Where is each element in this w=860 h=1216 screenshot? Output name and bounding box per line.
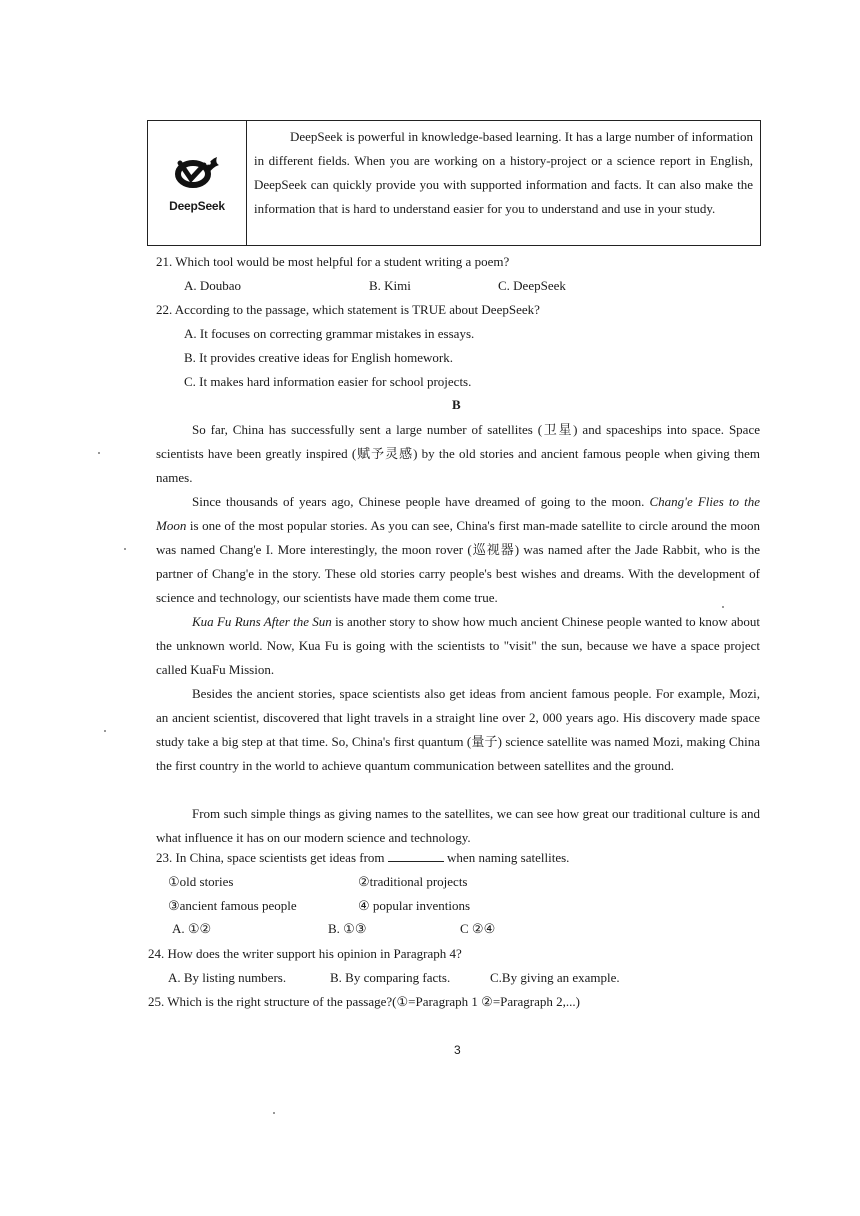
q22-option-a: A. It focuses on correcting grammar mistakes in essays. <box>184 326 475 341</box>
deepseek-logo-label: DeepSeek <box>169 199 225 213</box>
passage-paragraph-4: Besides the ancient stories, space scientists also get ideas from ancient famous people. For example, Mozi, an ancient scientist, discovered that light travels in a straight line over 2, 000 years ago. His discovery made space study take a big step at that time. So, China's first quantum (量子) science satellite was named Mozi, making China the first country in the world to achieve quantum communication between satellites and the ground. <box>156 686 760 773</box>
q24-option-b: B. By comparing facts. <box>330 970 451 985</box>
q23-stem-after: when naming satellites. <box>443 850 570 865</box>
scan-speck <box>722 606 724 608</box>
scan-speck <box>124 548 126 550</box>
q23-choice-1: ①old stories <box>168 874 234 889</box>
q23-option-a: A. ①② <box>172 921 212 936</box>
scan-speck <box>98 452 100 454</box>
whale-logo-icon <box>173 153 221 191</box>
q24-option-a: A. By listing numbers. <box>168 970 287 985</box>
scan-speck <box>104 730 106 732</box>
q23-stem-before: 23. In China, space scientists get ideas from <box>156 850 388 865</box>
p2-lead: Since thousands of years ago, Chinese people have dreamed of going to the moon. <box>192 494 650 509</box>
q21-stem: 21. Which tool would be most helpful for a student writing a poem? <box>156 254 510 269</box>
p2-story-title: Chang'e Flies to the Moon <box>156 494 760 533</box>
p3-body: is another story to show how much ancient Chinese people wanted to know about the unknown world. Now, Kua Fu is going with the scientists to "visit" the sun, because we have a space project called KuaFu Mission. <box>156 614 760 677</box>
q22-option-b: B. It provides creative ideas for English homework. <box>184 350 453 365</box>
q22-option-c: C. It makes hard information easier for school projects. <box>184 374 472 389</box>
q21-option-a: A. Doubao <box>184 278 242 293</box>
passage-paragraph-1: So far, China has successfully sent a large number of satellites (卫星) and spaceships into space. Space scientists have been greatly inspired (赋予灵感) by the old stories and ancient famous people when giving them names. <box>156 422 760 485</box>
q22-stem: 22. According to the passage, which statement is TRUE about DeepSeek? <box>156 302 540 317</box>
q24-option-c: C.By giving an example. <box>490 970 620 985</box>
q24-stem: 24. How does the writer support his opinion in Paragraph 4? <box>148 946 462 961</box>
q23-choice-2: ②traditional projects <box>358 874 468 889</box>
deepseek-logo-cell <box>148 121 247 245</box>
q23-option-b: B. ①③ <box>328 921 367 936</box>
q21-option-b: B. Kimi <box>369 278 411 293</box>
passage-paragraph-3 <box>156 610 760 682</box>
q21-option-c: C. DeepSeek <box>498 278 566 293</box>
page-number: 3 <box>454 1043 461 1057</box>
q25-stem: 25. Which is the right structure of the passage?(①=Paragraph 1 ②=Paragraph 2,...) <box>148 994 580 1009</box>
passage-paragraph-2 <box>156 490 760 610</box>
passage-paragraph-5: From such simple things as giving names to the satellites, we can see how great our traditional culture is and what influence it has on our modern science and technology. <box>156 806 760 845</box>
q23-choice-4: ④ popular inventions <box>358 898 471 913</box>
q23-stem <box>156 849 569 867</box>
deepseek-info-box <box>147 120 761 246</box>
q23-option-c: C ②④ <box>460 921 496 936</box>
scan-speck <box>273 1112 275 1114</box>
q23-answer-blank <box>388 849 444 862</box>
p3-story-title: Kua Fu Runs After the Sun <box>192 614 332 629</box>
deepseek-description: DeepSeek is powerful in knowledge-based learning. It has a large number of information in different fields. When you are working on a history-project or a science report in English, DeepSeek can quickly provide you with supported information and facts. It can also make the information that is hard to understand easier for you to understand and use in your study. <box>254 129 753 216</box>
section-b-heading: B <box>452 397 461 412</box>
p2-body: is one of the most popular stories. As you can see, China's first man-made satellite to circle around the moon was named Chang'e I. More interestingly, the moon rover (巡视器) was named after the Jade Rabbit, who is the partner of Chang'e in the story. These old stories carry people's best wishes and dreams. With the development of science and technology, our scientists have made them come true. <box>156 518 760 605</box>
q23-choice-3: ③ancient famous people <box>168 898 297 913</box>
